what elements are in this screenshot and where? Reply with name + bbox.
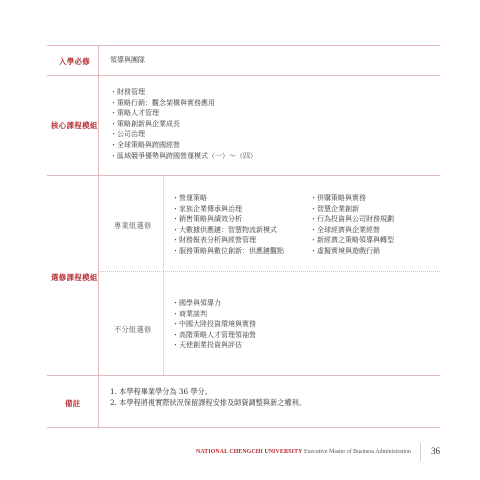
nonspecialized-label: 不分組選修: [114, 325, 152, 334]
list-item: ・ 財務管理: [110, 87, 257, 98]
core-label: 核心課程模組: [51, 121, 98, 130]
page-footer: [196, 449, 411, 455]
footer-divider: [420, 443, 421, 461]
specialized-label: 專業組選修: [114, 221, 152, 230]
note-item: 2. 本學程將視實際狀況保留課程安排及師資調整與新之權利。: [110, 398, 307, 408]
list-item: ・ 中國大陸投資環境與實務: [172, 319, 256, 330]
list-item: ・ 策略人才管理: [110, 108, 257, 119]
required-label: 入學必修: [59, 57, 91, 66]
note-item: 1. 本學程畢業學分為 36 學分。: [110, 387, 212, 396]
list-item: ・ 行為投資與公司財務規劃: [310, 214, 394, 225]
core-course-list: [110, 87, 257, 161]
footer-program: Executive Master of Business Administration: [303, 449, 411, 455]
footer-university: NATIONAL CHENGCHI UNIVERSITY: [196, 449, 303, 455]
list-item: ・ 全球經濟與企業經營: [310, 225, 394, 236]
specialized-list-col2: [310, 193, 394, 257]
list-item: ・ 銷售策略與績效分析: [172, 214, 284, 225]
table-top-rule: [47, 45, 440, 46]
row-divider: [47, 75, 440, 76]
notes-list: [110, 386, 306, 409]
list-item: ・ 區域競爭優勢與跨國營運模式（一）～（四）: [110, 151, 257, 162]
list-item: ・ 新經濟之策略領導與轉型: [310, 235, 394, 246]
list-item: ・ 服務策略與數位創新：供應鏈觀點: [172, 246, 284, 257]
list-item: ・ 大數據供應鏈：智慧物流新模式: [172, 225, 284, 236]
sub-row-divider: [98, 271, 440, 272]
table-bottom-rule: [47, 427, 440, 428]
sub-column-divider: [163, 175, 164, 375]
page-number: 36: [431, 446, 440, 456]
column-divider: [98, 45, 99, 427]
row-divider: [47, 375, 440, 376]
list-item: ・ 全球策略與跨國經營: [110, 140, 257, 151]
specialized-list-col1: [172, 193, 284, 257]
elective-label: 選修課程模組: [51, 273, 98, 282]
list-item: ・ 營運策略: [172, 193, 284, 204]
list-item: ・ 家族企業傳承與治理: [172, 204, 284, 215]
list-item: ・ 國學與領導力: [172, 298, 256, 309]
list-item: ・ 虛擬實境與遊戲行銷: [310, 246, 394, 257]
list-item: ・ 高階策略人才管理領袖營: [172, 330, 256, 341]
row-divider: [47, 175, 440, 176]
list-item: ・ 商業談判: [172, 309, 256, 320]
notes-label: 備註: [65, 399, 81, 408]
list-item: ・ 策略行銷：觀念架構與實務應用: [110, 98, 257, 109]
list-item: ・ 智慧企業創新: [310, 204, 394, 215]
list-item: ・ 公司治理: [110, 129, 257, 140]
required-value: 領導與團隊: [110, 56, 145, 64]
list-item: ・ 天使創業投資與評估: [172, 340, 256, 351]
list-item: ・ 策略創新與企業成長: [110, 119, 257, 130]
nonspecialized-list: [172, 298, 256, 351]
list-item: ・ 財務報表分析與經營管理: [172, 235, 284, 246]
list-item: ・ 併購策略與實務: [310, 193, 394, 204]
